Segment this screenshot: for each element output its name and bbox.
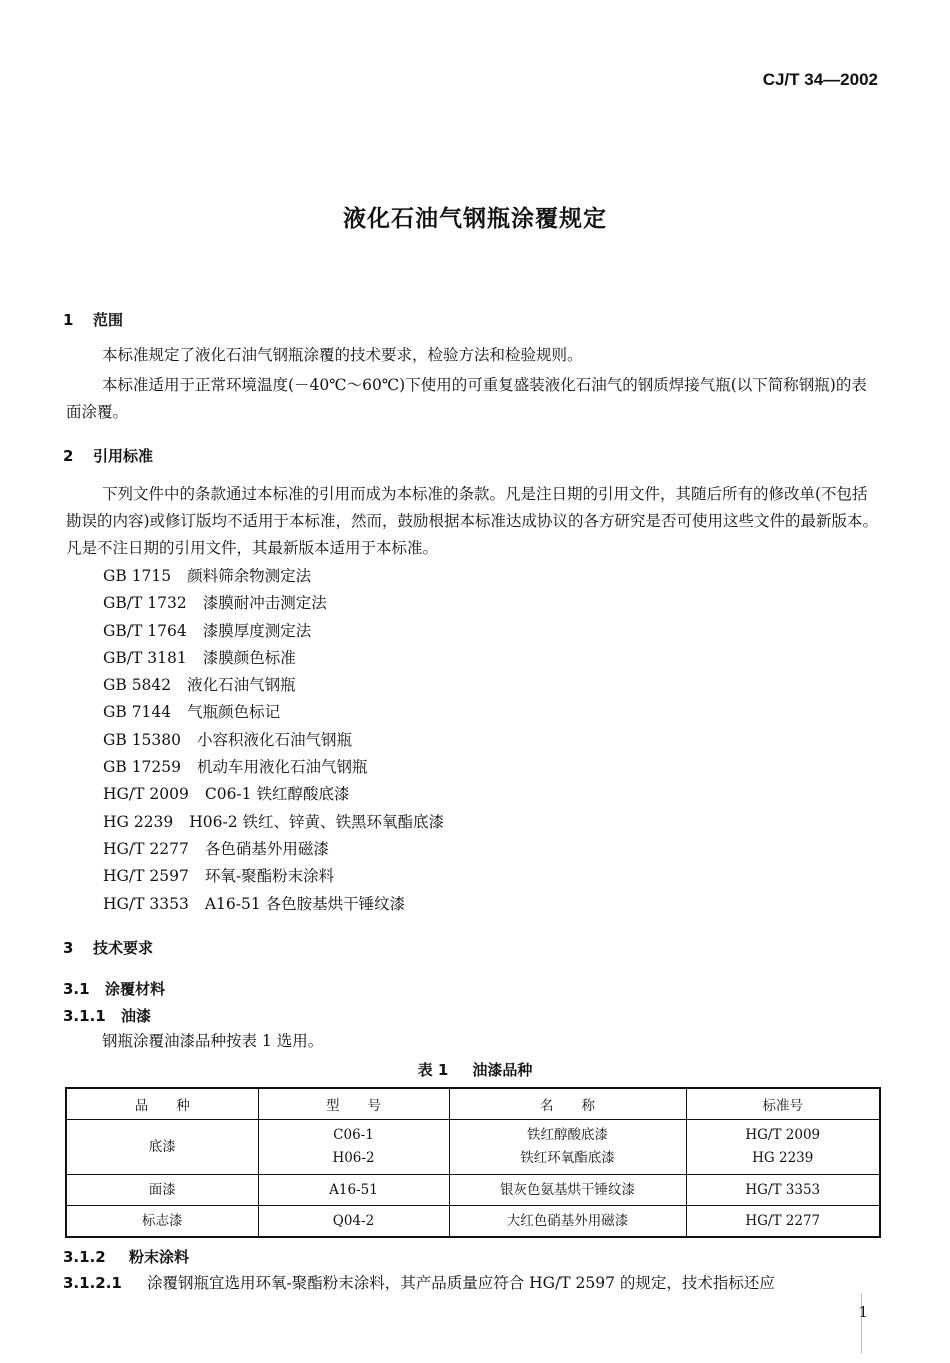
section-3-heading [63, 937, 153, 958]
table-row [66, 1206, 880, 1238]
table-caption: 表 1 油漆品种 [417, 1061, 533, 1079]
reference-item: HG/T 3353 A16-51 各色胺基烘干锤纹漆 [103, 894, 406, 913]
page-edge-line [861, 1293, 862, 1353]
section-title: 引用标准 [93, 447, 154, 465]
reference-item: HG/T 2277 各色硝基外用磁漆 [103, 839, 329, 858]
section-3-1-2-heading: 3.1.2 粉末涂料 [63, 1248, 190, 1266]
reference-item: GB 17259 机动车用液化石油气钢瓶 [103, 758, 368, 777]
section-1-paragraph-2: 本标准适用于正常环境温度(－40℃～60℃)下使用的可重复盛装液化石油气的钢质焊接气瓶(以下简称钢瓶)的表面涂覆。 [66, 376, 867, 421]
paint-table [65, 1087, 881, 1238]
reference-list [103, 563, 444, 918]
page-title: 液化石油气钢瓶涂覆规定 [343, 206, 607, 232]
section-title: 技术要求 [93, 939, 154, 957]
reference-item: GB/T 3181 漆膜颜色标准 [103, 648, 296, 667]
reference-item: GB/T 1764 漆膜厚度测定法 [103, 621, 312, 640]
section-number: 2 [63, 447, 74, 465]
model-cell: A16-51 [258, 1175, 449, 1206]
standard-cell: HG/T 3353 [686, 1175, 880, 1206]
section-number: 1 [63, 311, 74, 329]
reference-item: HG 2239 H06-2 铁红、锌黄、铁黑环氧酯底漆 [103, 812, 445, 831]
standard-cell: HG/T 2009 HG 2239 [686, 1120, 880, 1175]
section-number: 3 [63, 939, 74, 957]
standard-cell: HG/T 2277 [686, 1206, 880, 1238]
category-cell: 面漆 [66, 1175, 258, 1206]
reference-item: GB 15380 小容积液化石油气钢瓶 [103, 730, 353, 749]
name-cell: 大红色硝基外用磁漆 [449, 1206, 686, 1238]
standard-code: CJ/T 34—2002 [762, 70, 878, 89]
header-category: 品种 [66, 1088, 258, 1120]
table-row [66, 1175, 880, 1206]
reference-item: GB 7144 气瓶颜色标记 [103, 703, 281, 722]
model-cell: Q04-2 [258, 1206, 449, 1238]
reference-item: GB 1715 颜料筛余物测定法 [103, 567, 312, 585]
section-title: 范围 [93, 311, 124, 329]
model-cell: C06-1 H06-2 [258, 1120, 449, 1175]
reference-item: HG/T 2009 C06-1 铁红醇酸底漆 [103, 785, 350, 804]
section-1-paragraph-1: 本标准规定了液化石油气钢瓶涂覆的技术要求，检验方法和检验规则。 [102, 346, 583, 364]
section-3-1-1-text: 钢瓶涂覆油漆品种按表 1 选用。 [102, 1032, 324, 1050]
section-3-1-2-1-text: 3.1.2.1 涂覆钢瓶宜选用环氧-聚酯粉末涂料，其产品质量应符合 HG/T 2597 的规定，技术指标还应 [63, 1274, 775, 1292]
header-standard: 标准号 [686, 1088, 880, 1120]
page-number: 1 [858, 1303, 868, 1321]
section-3-1-1-heading: 3.1.1 油漆 [63, 1007, 152, 1025]
category-cell: 底漆 [66, 1120, 258, 1175]
section-3-1-heading: 3.1 涂覆材料 [63, 980, 166, 998]
section-2-heading [63, 445, 153, 466]
reference-item: HG/T 2597 环氧-聚酯粉末涂料 [103, 867, 335, 886]
header-name: 名称 [449, 1088, 686, 1120]
name-cell: 银灰色氨基烘干锤纹漆 [449, 1175, 686, 1206]
table-row [66, 1120, 880, 1175]
table-header-row [66, 1088, 880, 1120]
reference-item: GB/T 1732 漆膜耐冲击测定法 [103, 594, 327, 613]
header-model: 型号 [258, 1088, 449, 1120]
reference-item: GB 5842 液化石油气钢瓶 [103, 676, 296, 695]
name-cell: 铁红醇酸底漆 铁红环氧酯底漆 [449, 1120, 686, 1175]
category-cell: 标志漆 [66, 1206, 258, 1238]
section-2-paragraph: 下列文件中的条款通过本标准的引用而成为本标准的条款。凡是注日期的引用文件，其随后所有的修改单(不包括勘误的内容)或修订版均不适用于本标准，然而，鼓励根据本标准达成协议的各方研究是否可使用这些文件的最新版本。凡是不注日期的引用文件，其最新版本适用于本标准。 [66, 485, 879, 557]
section-1-heading [63, 309, 123, 330]
